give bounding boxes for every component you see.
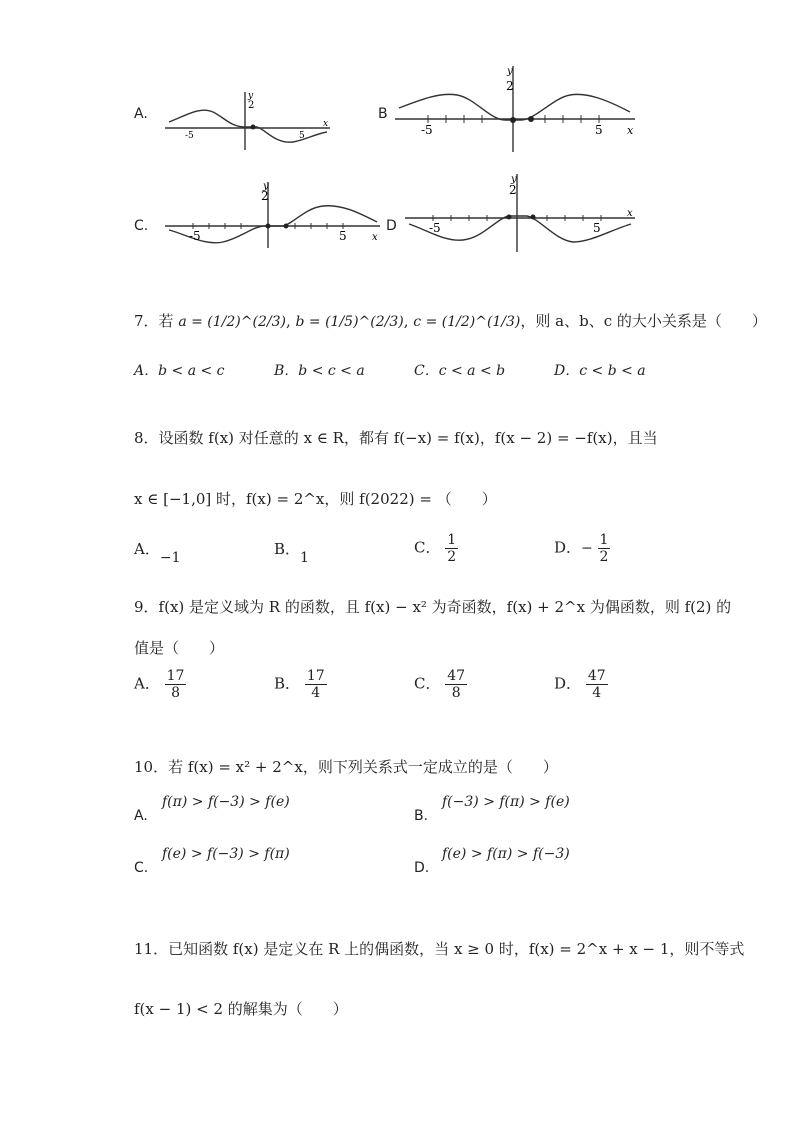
q9-b-denominator: 4 <box>311 685 321 702</box>
option-c-label: C. <box>134 218 149 234</box>
graph-c <box>165 178 385 250</box>
q9-option-d <box>554 668 608 701</box>
x-axis-c: x <box>372 232 378 243</box>
q8-option-d-label: D． <box>554 538 582 557</box>
q8-option-c <box>414 532 458 565</box>
q9-option-b <box>274 668 327 701</box>
q7-b-expr: b = (1/5)^(2/3) <box>295 314 404 330</box>
graph-a <box>165 90 335 152</box>
q7-option-c: C．c < a < b <box>414 363 506 379</box>
q10-option-c-expr: f(e) > f(−3) > f(π) <box>162 846 290 862</box>
q9-option-c-label: C． <box>414 674 441 693</box>
graph-b <box>395 62 640 154</box>
q9-option-a-label: A． <box>134 674 160 693</box>
q9-option-d-label: D． <box>554 674 582 693</box>
tick-neg-a: -5 <box>185 131 194 141</box>
q9-line2: 值是（ ） <box>134 639 225 657</box>
tick-2-b: 2 <box>506 79 514 93</box>
q10-option-d-expr: f(e) > f(π) > f(−3) <box>442 846 570 862</box>
q7-stem: 7．若 a = (1/2)^(2/3), b = (1/5)^(2/3), c = (1/2)^(1/3)，则 a、b、c 的大小关系是（ ） <box>134 312 767 330</box>
option-b-label: B <box>378 106 388 122</box>
q8-c-numerator: 1 <box>447 532 457 548</box>
tick-pos-a: 5 <box>299 131 305 141</box>
q10-option-a-label: A. <box>134 808 148 824</box>
q7-option-d: D．c < b < a <box>554 363 646 379</box>
q7-tail: ，则 a、b、c 的大小关系是（ ） <box>520 312 767 330</box>
q7-c-expr: c = (1/2)^(1/3) <box>413 314 521 330</box>
q7-a-expr: a = (1/2)^(2/3) <box>178 314 286 330</box>
y-axis-c: y <box>263 181 269 192</box>
q7-option-a: A．b < a < c <box>134 363 225 379</box>
q11-line2: f(x − 1) < 2 的解集为（ ） <box>134 1000 348 1018</box>
q9-c-numerator: 47 <box>447 668 466 684</box>
q8-d-denominator: 2 <box>599 549 609 566</box>
tick-neg-c: -5 <box>189 229 201 243</box>
q9-d-denominator: 4 <box>592 685 602 702</box>
q7-number: 7．若 <box>134 312 174 330</box>
q8-line2: x ∈ [−1,0] 时，f(x) = 2^x，则 f(2022) = （ ） <box>134 490 497 508</box>
tick-neg-d: -5 <box>429 221 441 235</box>
q8-option-a-label: A． <box>134 540 160 558</box>
q10-stem: 10．若 f(x) = x² + 2^x，则下列关系式一定成立的是（ ） <box>134 758 558 776</box>
tick-pos-b: 5 <box>595 123 603 137</box>
q10-option-a-expr: f(π) > f(−3) > f(e) <box>162 794 290 810</box>
q8-c-denominator: 2 <box>447 549 457 566</box>
tick-2-a: 2 <box>248 100 255 111</box>
q8-option-b <box>274 538 309 566</box>
q10-option-b-label: B. <box>414 808 429 824</box>
graph-d <box>405 170 640 255</box>
y-axis-b: y <box>507 66 513 77</box>
tick-2-d: 2 <box>509 183 517 197</box>
x-axis-a: x <box>323 119 329 129</box>
q9-b-numerator: 17 <box>306 668 325 684</box>
q9-option-c <box>414 668 467 701</box>
q8-option-a-value: −1 <box>159 550 181 566</box>
q9-c-denominator: 8 <box>451 685 461 702</box>
q9-line1: 9．f(x) 是定义域为 R 的函数，且 f(x) − x² 为奇函数，f(x) + 2^x 为偶函数，则 f(2) 的 <box>134 598 732 616</box>
q8-d-numerator: 1 <box>599 532 609 548</box>
tick-pos-d: 5 <box>593 221 601 235</box>
q10-option-c-label: C. <box>134 860 149 876</box>
q8-option-b-label: B． <box>274 540 301 558</box>
q8-option-c-label: C． <box>414 538 441 557</box>
tick-2-c: 2 <box>261 189 269 203</box>
tick-pos-c: 5 <box>339 229 347 243</box>
q7-option-b: B．b < c < a <box>274 363 365 379</box>
q9-a-denominator: 8 <box>171 685 180 702</box>
q8-line1: 8．设函数 f(x) 对任意的 x ∈ R，都有 f(−x) = f(x)，f(x − 2) = −f(x)，且当 <box>134 429 658 447</box>
x-axis-d: x <box>627 208 633 219</box>
option-d-label: D <box>386 218 397 234</box>
q11-line1: 11．已知函数 f(x) 是定义在 R 上的偶函数，当 x ≥ 0 时，f(x) = 2^x + x − 1，则不等式 <box>134 940 745 958</box>
q9-option-b-label: B． <box>274 674 301 693</box>
q10-option-d-label: D. <box>414 860 430 876</box>
q8-option-d <box>554 532 610 565</box>
q8-option-a <box>134 538 181 566</box>
q8-d-sign: − <box>581 540 593 557</box>
q8-option-b-value: 1 <box>300 550 309 566</box>
y-axis-d: y <box>511 174 517 185</box>
x-axis-b: x <box>627 124 634 137</box>
q9-a-numerator: 17 <box>166 668 185 684</box>
tick-neg-b: -5 <box>421 123 433 137</box>
q10-option-b-expr: f(−3) > f(π) > f(e) <box>442 794 570 810</box>
q9-option-a <box>134 668 186 701</box>
q9-d-numerator: 47 <box>587 668 606 684</box>
y-axis-a: y <box>248 91 254 101</box>
option-a-label: A. <box>134 106 148 122</box>
